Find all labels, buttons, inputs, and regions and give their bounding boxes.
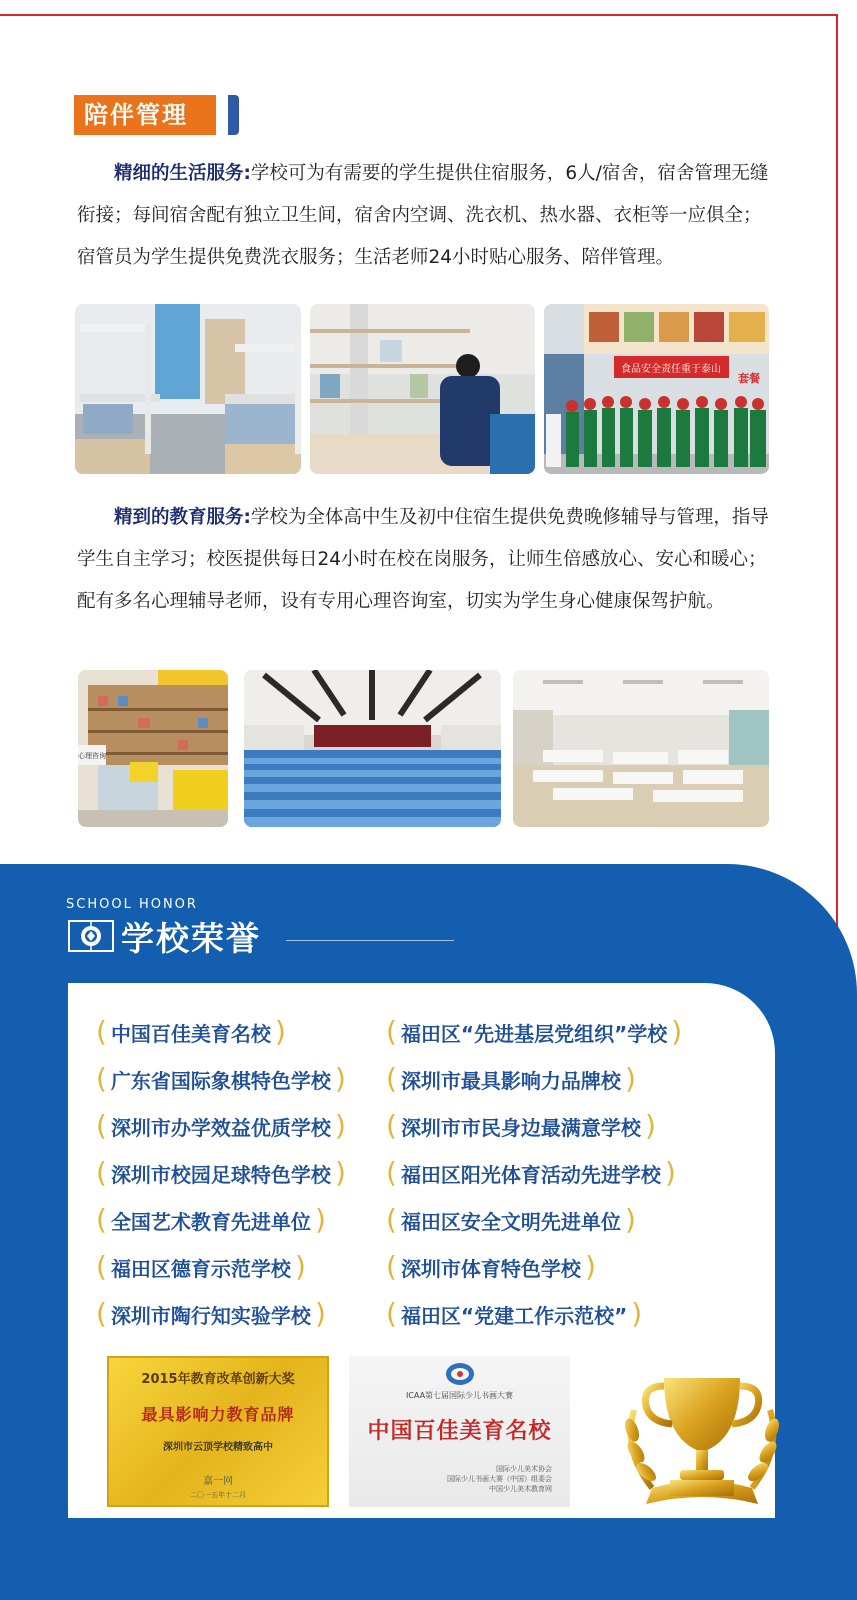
award-item	[96, 1296, 326, 1332]
laurel-right-icon: )	[631, 1297, 643, 1330]
education-service-lead: 精到的教育服务:	[114, 507, 251, 528]
honor-title: 学校荣誉	[121, 919, 261, 958]
award-item	[386, 1108, 656, 1144]
gold-award-plaque	[107, 1356, 329, 1507]
laurel-left-icon: (	[96, 1297, 107, 1330]
award-item	[96, 1108, 346, 1144]
gold-plaque-award: 最具影响力教育品牌	[141, 1405, 295, 1424]
life-service-text: 学校可为有需要的学生提供住宿服务，6人/宿舍，宿舍管理无缝衔接；每间宿舍配有独立卫生间，宿舍内空调、洗衣机、热水器、衣柜等一应俱全；宿管员为学生提供免费洗衣服务；生活老师24小时贴心服务、陪伴管理。	[77, 163, 769, 268]
certificate-event: ICAA第七届国际少儿书画大赛	[405, 1391, 514, 1400]
gold-plaque-issuer: 嘉一网	[203, 1476, 233, 1487]
education-service-text: 学校为全体高中生及初中住宿生提供免费晚修辅导与管理，指导学生自主学习；校医提供每日24小时在校在岗服务，让师生倍感放心、安心和暖心；配有多名心理辅导老师，设有专用心理咨询室，切实为学生身心健康保驾护航。	[77, 507, 769, 612]
laurel-left-icon: (	[96, 1015, 107, 1048]
award-label: 福田区“党建工作示范校”	[400, 1303, 628, 1328]
certificate-title: 中国百佳美育名校	[367, 1418, 552, 1444]
education-service-paragraph	[77, 497, 772, 623]
laurel-left-icon: (	[386, 1297, 397, 1330]
cafeteria-staff-photo	[544, 304, 769, 474]
award-label: 深圳市体育特色学校	[400, 1256, 581, 1281]
dining-hall-photo	[513, 670, 769, 827]
book-emblem-icon	[68, 918, 114, 954]
laurel-left-icon: (	[96, 1156, 107, 1189]
laurel-left-icon: (	[386, 1062, 397, 1095]
award-label: 全国艺术教育先进单位	[110, 1209, 311, 1234]
laurel-left-icon: (	[386, 1203, 397, 1236]
gold-plaque-school: 深圳市云顶学校精致高中	[163, 1442, 273, 1453]
award-item	[96, 1202, 326, 1238]
section-title-accent	[228, 95, 239, 135]
art-award-certificate	[349, 1356, 570, 1507]
laurel-left-icon: (	[386, 1250, 397, 1283]
laurel-left-icon: (	[96, 1203, 107, 1236]
award-item	[96, 1155, 346, 1191]
gold-trophy-icon	[612, 1370, 792, 1525]
award-label: 福田区“先进基层党组织”学校	[400, 1021, 668, 1046]
award-label: 深圳市最具影响力品牌校	[400, 1068, 621, 1093]
award-label: 深圳市办学效益优质学校	[110, 1115, 331, 1140]
award-item	[386, 1249, 596, 1285]
auditorium-photo	[244, 670, 501, 827]
award-item	[386, 1296, 642, 1332]
counseling-sign-text: 心理咨询	[78, 752, 106, 760]
award-label: 中国百佳美育名校	[110, 1021, 271, 1046]
laurel-left-icon: (	[386, 1015, 397, 1048]
award-item	[96, 1014, 286, 1050]
dorm-room-photo	[75, 304, 301, 474]
laurel-left-icon: (	[96, 1250, 107, 1283]
gold-plaque-date: 二〇一五年十二月	[190, 1491, 246, 1499]
award-item	[386, 1061, 636, 1097]
life-service-paragraph	[77, 153, 772, 279]
award-item	[96, 1249, 306, 1285]
award-label: 福田区阳光体育活动先进学校	[400, 1162, 661, 1187]
award-label: 深圳市陶行知实验学校	[110, 1303, 311, 1328]
laurel-right-icon: )	[584, 1250, 596, 1283]
certificate-issuers: 国际少儿美术协会 国际少儿书画大赛（中国）组委会 中国少儿美术教育网	[447, 1465, 552, 1493]
laurel-right-icon: )	[334, 1109, 346, 1142]
laurel-right-icon: )	[664, 1156, 676, 1189]
section-title: 陪伴管理	[74, 95, 216, 135]
laurel-right-icon: )	[334, 1156, 346, 1189]
laurel-right-icon: )	[314, 1203, 326, 1236]
award-item	[386, 1155, 676, 1191]
counseling-room-photo	[78, 670, 228, 827]
honor-title-underline	[286, 940, 454, 941]
laurel-right-icon: )	[274, 1015, 286, 1048]
study-room-photo	[310, 304, 535, 474]
laurel-right-icon: )	[671, 1015, 683, 1048]
award-item	[386, 1014, 682, 1050]
cafeteria-banner-text: 食品安全责任重于泰山	[621, 364, 721, 375]
laurel-right-icon: )	[624, 1062, 636, 1095]
laurel-left-icon: (	[386, 1109, 397, 1142]
life-service-lead: 精细的生活服务:	[114, 163, 251, 184]
frame-top-line	[0, 14, 838, 16]
award-label: 深圳市市民身边最满意学校	[400, 1115, 641, 1140]
laurel-right-icon: )	[294, 1250, 306, 1283]
award-item	[386, 1202, 636, 1238]
laurel-right-icon: )	[334, 1062, 346, 1095]
cafeteria-sign-text: 套餐	[738, 372, 760, 385]
award-label: 深圳市校园足球特色学校	[110, 1162, 331, 1187]
award-label: 福田区安全文明先进单位	[400, 1209, 621, 1234]
award-item	[96, 1061, 346, 1097]
award-label: 广东省国际象棋特色学校	[110, 1068, 331, 1093]
icaa-logo-icon	[445, 1362, 475, 1386]
laurel-right-icon: )	[314, 1297, 326, 1330]
laurel-right-icon: )	[624, 1203, 636, 1236]
award-label: 福田区德育示范学校	[110, 1256, 291, 1281]
laurel-left-icon: (	[96, 1109, 107, 1142]
honor-english-title: SCHOOL HONOR	[66, 897, 198, 912]
gold-plaque-title: 2015年教育改革创新大奖	[141, 1372, 295, 1387]
laurel-right-icon: )	[644, 1109, 656, 1142]
laurel-left-icon: (	[96, 1062, 107, 1095]
laurel-left-icon: (	[386, 1156, 397, 1189]
